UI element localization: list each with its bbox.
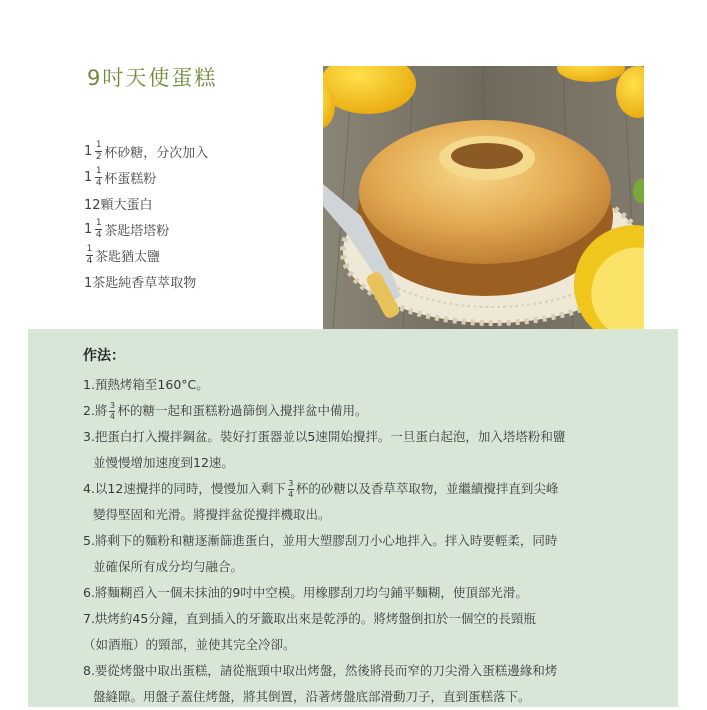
ingredient-item [84, 216, 208, 242]
ingredient-text: 12顆大蛋白 [84, 197, 153, 213]
ingredient-text: 茶匙猶太鹽 [95, 249, 161, 265]
method-heading: 作法： [83, 348, 125, 364]
ingredient-text: 杯蛋糕粉 [104, 171, 157, 187]
ingredient-text: 1茶匙純香草萃取物 [84, 275, 197, 291]
step-text: 3.把蛋白打入攪拌鋼盆。裝好打蛋器並以5速開始攪拌。一旦蛋白起泡，加入塔塔粉和鹽 [83, 429, 566, 444]
fraction [95, 167, 102, 188]
fraction-whole: 1 [84, 169, 93, 185]
method-step [83, 476, 653, 528]
cake-illustration [323, 66, 644, 329]
step-text [83, 398, 653, 424]
step-text: 變得堅固和光滑。將攪拌盆從攪拌機取出。 [93, 507, 331, 522]
fraction-denominator: 4 [288, 490, 294, 499]
method-step [83, 658, 653, 710]
fraction [109, 402, 115, 421]
fraction-denominator: 4 [95, 177, 102, 188]
ingredient-item [84, 164, 208, 190]
step-text: 8.要從烤盤中取出蛋糕，請從瓶頸中取出烤盤，然後將長而窄的刀尖滑入蛋糕邊緣和烤 [83, 663, 558, 678]
method-step [83, 398, 653, 424]
fraction-whole: 1 [84, 221, 93, 237]
cake-photo [323, 66, 644, 329]
fraction-numerator: 1 [86, 243, 93, 254]
step-text: 並慢慢增加速度到12速。 [93, 455, 234, 470]
step-text: 盤縫隙。用盤子蓋住烤盤，將其倒置，沿著烤盤底部滑動刀子，直到蛋糕落下。 [93, 689, 531, 704]
step-text: 並確保所有成分均勻融合。 [93, 559, 244, 574]
recipe-title: 9吋天使蛋糕 [87, 66, 218, 90]
method-step [83, 372, 653, 398]
fraction-denominator: 4 [86, 255, 93, 266]
fraction [86, 245, 93, 266]
fraction-whole: 1 [84, 143, 93, 159]
ingredient-list [84, 138, 208, 294]
fraction-denominator: 4 [109, 412, 115, 421]
ingredient-item [84, 190, 208, 216]
step-text: 7.烘烤約45分鐘，直到插入的牙籤取出來是乾淨的。將烤盤倒扣於一個空的長頸瓶 [83, 611, 536, 626]
fraction-denominator: 4 [95, 229, 102, 240]
fraction [95, 141, 102, 162]
fraction-numerator: 3 [109, 401, 115, 410]
fraction [288, 480, 294, 499]
method-step [83, 424, 653, 476]
step-text: 1.預熱烤箱至160°C。 [83, 377, 209, 392]
step-text: 6.將麵糊舀入一個未抹油的9吋中空模。用橡膠刮刀均勻鋪平麵糊，使頂部光滑。 [83, 585, 528, 600]
ingredient-text: 杯砂糖，分次加入 [104, 145, 209, 161]
step-text [83, 476, 653, 502]
fraction-numerator: 1 [95, 217, 102, 228]
method-step [83, 606, 653, 658]
fraction [95, 219, 102, 240]
fraction-denominator: 2 [95, 151, 102, 162]
fraction-numerator: 1 [95, 165, 102, 176]
ingredient-item [84, 138, 208, 164]
ingredient-item [84, 242, 208, 268]
method-steps [83, 372, 653, 710]
step-text-part: 4.以12速攪拌的同時，慢慢加入剩下 [83, 481, 286, 496]
fraction-numerator: 3 [288, 479, 294, 488]
method-step [83, 580, 653, 606]
fraction-numerator: 1 [95, 139, 102, 150]
step-text-part: 2.將 [83, 403, 108, 418]
method-step [83, 528, 653, 580]
step-text: （如酒瓶）的頸部，並使其完全冷卻。 [83, 637, 296, 652]
ingredient-text: 茶匙塔塔粉 [104, 223, 170, 239]
step-text-part: 杯的砂糖以及香草萃取物，並繼續攪拌直到尖峰 [295, 481, 559, 496]
ingredient-item [84, 268, 208, 294]
step-text: 5.將剩下的麵粉和糖逐漸篩進蛋白，並用大塑膠刮刀小心地拌入。拌入時要輕柔，同時 [83, 533, 558, 548]
step-text-part: 杯的糖一起和蛋糕粉過篩倒入攪拌盆中備用。 [117, 403, 368, 418]
